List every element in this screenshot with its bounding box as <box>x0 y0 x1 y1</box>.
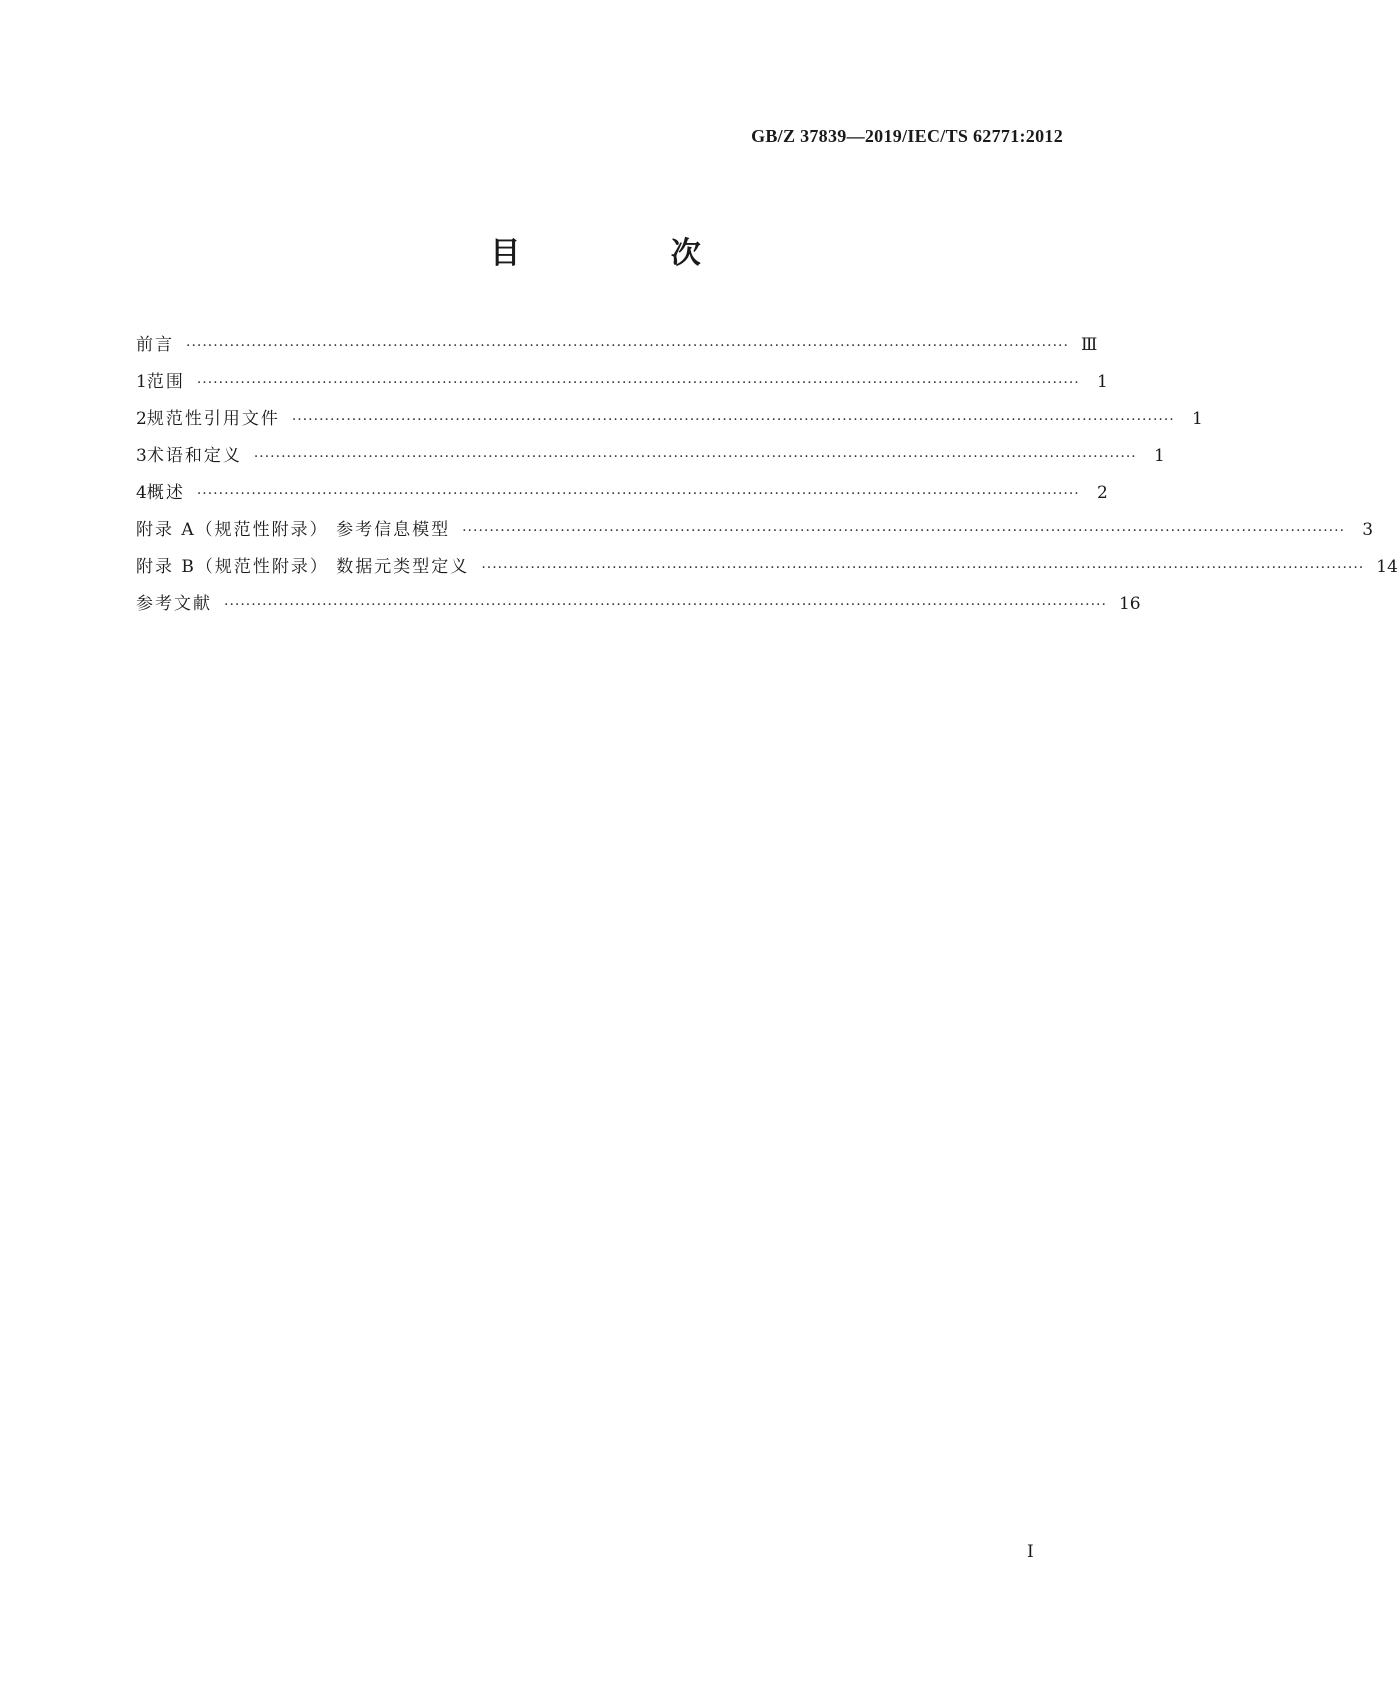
toc-entry-overview[interactable] <box>136 478 1108 515</box>
page-number: I <box>1027 1542 1034 1562</box>
toc-entry-page: 1 <box>1191 409 1203 429</box>
toc-entry-label: 范围 <box>146 372 185 392</box>
toc-dot-leader: ·································································································································································· <box>186 338 1069 354</box>
toc-entry-page: Ⅲ <box>1080 335 1098 355</box>
toc-dot-leader: ·································································································································································· <box>253 449 1137 465</box>
toc-entry-annex-b[interactable] <box>136 552 1398 589</box>
toc-entry-label: 规范性引用文件 <box>146 409 280 429</box>
toc-entry-page: 2 <box>1096 483 1108 503</box>
toc-entry-number: 2 <box>136 409 147 429</box>
toc-entry-number: 3 <box>136 446 147 466</box>
page-title: 目 次 <box>490 236 771 271</box>
toc-dot-leader: ·································································································································································· <box>224 597 1107 613</box>
toc-entry-label: 概述 <box>146 483 185 503</box>
toc-entry-page: 1 <box>1153 446 1165 466</box>
toc-entry-annex-a[interactable] <box>136 515 1374 552</box>
toc-dot-leader: ·································································································································································· <box>196 375 1080 391</box>
toc-entry-normative-references[interactable] <box>136 404 1203 441</box>
toc-entry-page: 14 <box>1376 557 1398 577</box>
toc-entry-number: 4 <box>136 483 147 503</box>
toc-entry-label: 前言 <box>136 335 174 355</box>
toc-entry-terms-definitions[interactable] <box>136 441 1165 478</box>
toc-dot-leader: ·································································································································································· <box>291 412 1175 428</box>
toc-entry-page: 3 <box>1362 520 1374 540</box>
toc-entry-foreword[interactable] <box>136 330 1098 367</box>
toc-entry-label: 参考文献 <box>136 594 212 614</box>
toc-entry-label: 附录 A（规范性附录） 参考信息模型 <box>136 520 451 540</box>
toc-entry-page: 1 <box>1096 372 1108 392</box>
toc-entry-label: 术语和定义 <box>146 446 242 466</box>
toc-dot-leader: ·································································································································································· <box>462 523 1346 539</box>
toc-entry-page: 16 <box>1118 594 1141 614</box>
document-id: GB/Z 37839—2019/IEC/TS 62771:2012 <box>751 126 1063 146</box>
toc-entry-scope[interactable] <box>136 367 1108 404</box>
toc-entry-number: 1 <box>136 372 147 392</box>
table-of-contents <box>136 330 1398 626</box>
toc-entry-label: 附录 B（规范性附录） 数据元类型定义 <box>136 557 470 577</box>
toc-dot-leader: ·································································································································································· <box>481 560 1365 576</box>
toc-dot-leader: ·································································································································································· <box>196 486 1080 502</box>
toc-entry-bibliography[interactable] <box>136 589 1141 626</box>
